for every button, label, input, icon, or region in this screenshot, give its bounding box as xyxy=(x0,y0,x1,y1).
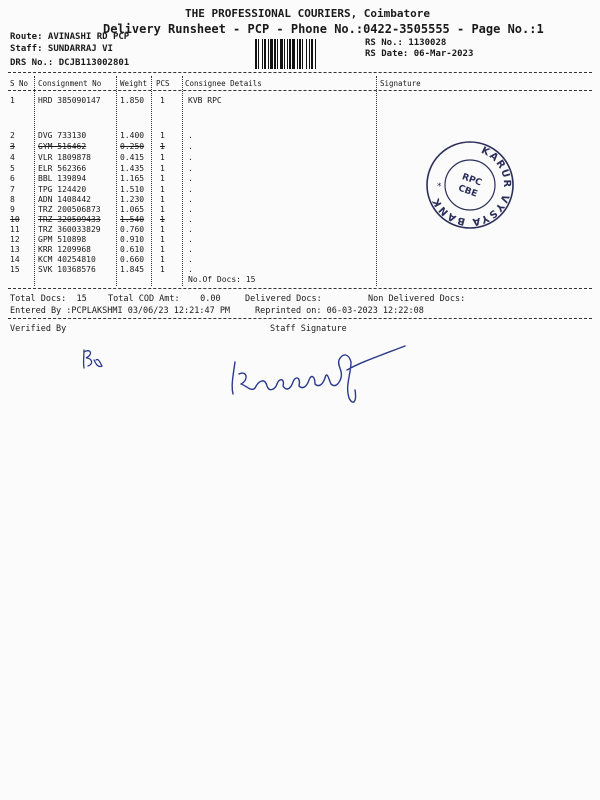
row-weight: 1.165 xyxy=(120,174,145,183)
row-sno: 13 xyxy=(10,245,20,254)
total-docs: Total Docs: 15 xyxy=(10,294,87,304)
row-sno: 6 xyxy=(10,174,15,183)
staff-label: Staff: SUNDARRAJ VI xyxy=(10,44,113,54)
row-pcs: 1 xyxy=(160,215,165,224)
row-consignment-no: ADN 1408442 xyxy=(38,195,91,204)
row-consignee-details: . xyxy=(188,245,193,254)
col-signature: Signature xyxy=(380,79,421,88)
row-pcs: 1 xyxy=(160,245,165,254)
total-cod-amount: Total COD Amt: 0.00 xyxy=(108,294,221,304)
row-consignee-details: . xyxy=(188,205,193,214)
row-sno: 2 xyxy=(10,131,15,140)
delivered-docs: Delivered Docs: xyxy=(245,294,322,304)
row-weight: 0.760 xyxy=(120,225,145,234)
divider xyxy=(8,288,592,289)
row-consignment-no: GYM 516462 xyxy=(38,142,87,151)
col-consignee-details: Consignee Details xyxy=(185,79,262,88)
row-consignment-no: HRD 385090147 xyxy=(38,96,101,105)
rs-date: RS Date: 06-Mar-2023 xyxy=(365,49,474,59)
row-consignment-no: DVG 733130 xyxy=(38,131,87,140)
svg-text:*: * xyxy=(437,182,442,192)
row-consignee-details: . xyxy=(188,153,193,162)
row-sno: 1 xyxy=(10,96,15,105)
row-sno: 9 xyxy=(10,205,15,214)
row-consignment-no: GPM 510898 xyxy=(38,235,87,244)
divider xyxy=(8,72,592,73)
row-consignee-details: . xyxy=(188,225,193,234)
row-pcs: 1 xyxy=(160,265,165,274)
row-pcs: 1 xyxy=(160,225,165,234)
entered-by: Entered By :PCPLAKSHMI 03/06/23 12:21:47 PM xyxy=(10,306,231,316)
row-consignment-no: VLR 1809878 xyxy=(38,153,91,162)
row-sno: 12 xyxy=(10,235,20,244)
row-sno: 14 xyxy=(10,255,20,264)
row-pcs: 1 xyxy=(160,142,165,151)
divider xyxy=(8,318,592,319)
runsheet-title: Delivery Runsheet - PCP - Phone No.:0422-3505555 - Page No.:1 xyxy=(103,22,544,36)
row-consignee-details: . xyxy=(188,215,193,224)
divider xyxy=(8,90,592,91)
row-sno: 8 xyxy=(10,195,15,204)
row-weight: 0.660 xyxy=(120,255,145,264)
row-pcs: 1 xyxy=(160,185,165,194)
row-consignee-details: . xyxy=(188,235,193,244)
row-sno: 15 xyxy=(10,265,20,274)
row-pcs: 1 xyxy=(160,205,165,214)
row-consignment-no: ELR 562366 xyxy=(38,164,87,173)
company-name: THE PROFESSIONAL COURIERS, Coimbatore xyxy=(185,7,431,20)
row-weight: 0.415 xyxy=(120,153,145,162)
column-separator xyxy=(116,76,117,286)
row-weight: 1.065 xyxy=(120,205,145,214)
column-separator xyxy=(182,76,183,286)
staff-signature-label: Staff Signature xyxy=(270,324,347,334)
col-weight: Weight xyxy=(120,79,148,88)
row-sno: 4 xyxy=(10,153,15,162)
row-pcs: 1 xyxy=(160,153,165,162)
rs-number: RS No.: 1130028 xyxy=(365,38,447,48)
row-pcs: 1 xyxy=(160,255,165,264)
row-consignment-no: TRZ 360033829 xyxy=(38,225,101,234)
row-pcs: 1 xyxy=(160,235,165,244)
column-separator xyxy=(34,76,35,286)
route-label: Route: AVINASHI RD PCP xyxy=(10,32,130,42)
verified-by-label: Verified By xyxy=(10,324,67,334)
no-of-docs: No.Of Docs: 15 xyxy=(188,275,256,284)
barcode xyxy=(255,39,360,69)
row-consignment-no: KCM 40254810 xyxy=(38,255,96,264)
row-consignee-details: . xyxy=(188,265,193,274)
row-consignment-no: TRZ 200506873 xyxy=(38,205,101,214)
row-sno: 11 xyxy=(10,225,20,234)
row-consignee-details: . xyxy=(188,195,193,204)
row-consignment-no: KRR 1209968 xyxy=(38,245,91,254)
svg-text:KARUR VYSYA BANK: KARUR VYSYA BANK xyxy=(430,145,513,228)
row-sno: 3 xyxy=(10,142,15,151)
col-pcs: PCS xyxy=(156,79,170,88)
row-weight: 1.540 xyxy=(120,215,145,224)
drs-number: DRS No.: DCJB113002801 xyxy=(10,58,130,68)
row-consignee-details: . xyxy=(188,164,193,173)
row-consignee-details: . xyxy=(188,131,193,140)
row-consignment-no: TRZ 320509433 xyxy=(38,215,101,224)
row-weight: 0.250 xyxy=(120,142,145,151)
row-weight: 1.845 xyxy=(120,265,145,274)
row-consignment-no: SVK 10368576 xyxy=(38,265,96,274)
staff-signature xyxy=(225,340,410,410)
verifier-initials xyxy=(80,346,106,372)
svg-text:RPC: RPC xyxy=(460,172,483,189)
svg-text:CBE: CBE xyxy=(456,183,479,200)
row-consignee-details: . xyxy=(188,185,193,194)
row-consignee-details: . xyxy=(188,142,193,151)
column-separator xyxy=(376,76,377,286)
col-consignment: Consignment No xyxy=(38,79,102,88)
row-weight: 0.610 xyxy=(120,245,145,254)
col-sno: S No xyxy=(10,79,29,88)
row-pcs: 1 xyxy=(160,96,165,105)
reprinted-on: Reprinted on: 06-03-2023 12:22:08 xyxy=(255,306,424,316)
row-consignee-details: . xyxy=(188,174,193,183)
row-consignee-details: KVB RPC xyxy=(188,96,222,105)
row-consignee-details: . xyxy=(188,255,193,264)
row-consignment-no: TPG 124420 xyxy=(38,185,87,194)
bank-stamp xyxy=(425,140,515,230)
row-weight: 1.230 xyxy=(120,195,145,204)
row-consignment-no: BBL 139894 xyxy=(38,174,87,183)
row-pcs: 1 xyxy=(160,195,165,204)
row-pcs: 1 xyxy=(160,131,165,140)
row-weight: 1.850 xyxy=(120,96,145,105)
row-sno: 10 xyxy=(10,215,20,224)
row-pcs: 1 xyxy=(160,164,165,173)
row-weight: 1.435 xyxy=(120,164,145,173)
column-separator xyxy=(151,76,152,286)
row-weight: 0.910 xyxy=(120,235,145,244)
row-weight: 1.510 xyxy=(120,185,145,194)
row-sno: 7 xyxy=(10,185,15,194)
non-delivered-docs: Non Delivered Docs: xyxy=(368,294,466,304)
barcode-stripe xyxy=(316,39,317,69)
row-sno: 5 xyxy=(10,164,15,173)
row-pcs: 1 xyxy=(160,174,165,183)
row-weight: 1.400 xyxy=(120,131,145,140)
